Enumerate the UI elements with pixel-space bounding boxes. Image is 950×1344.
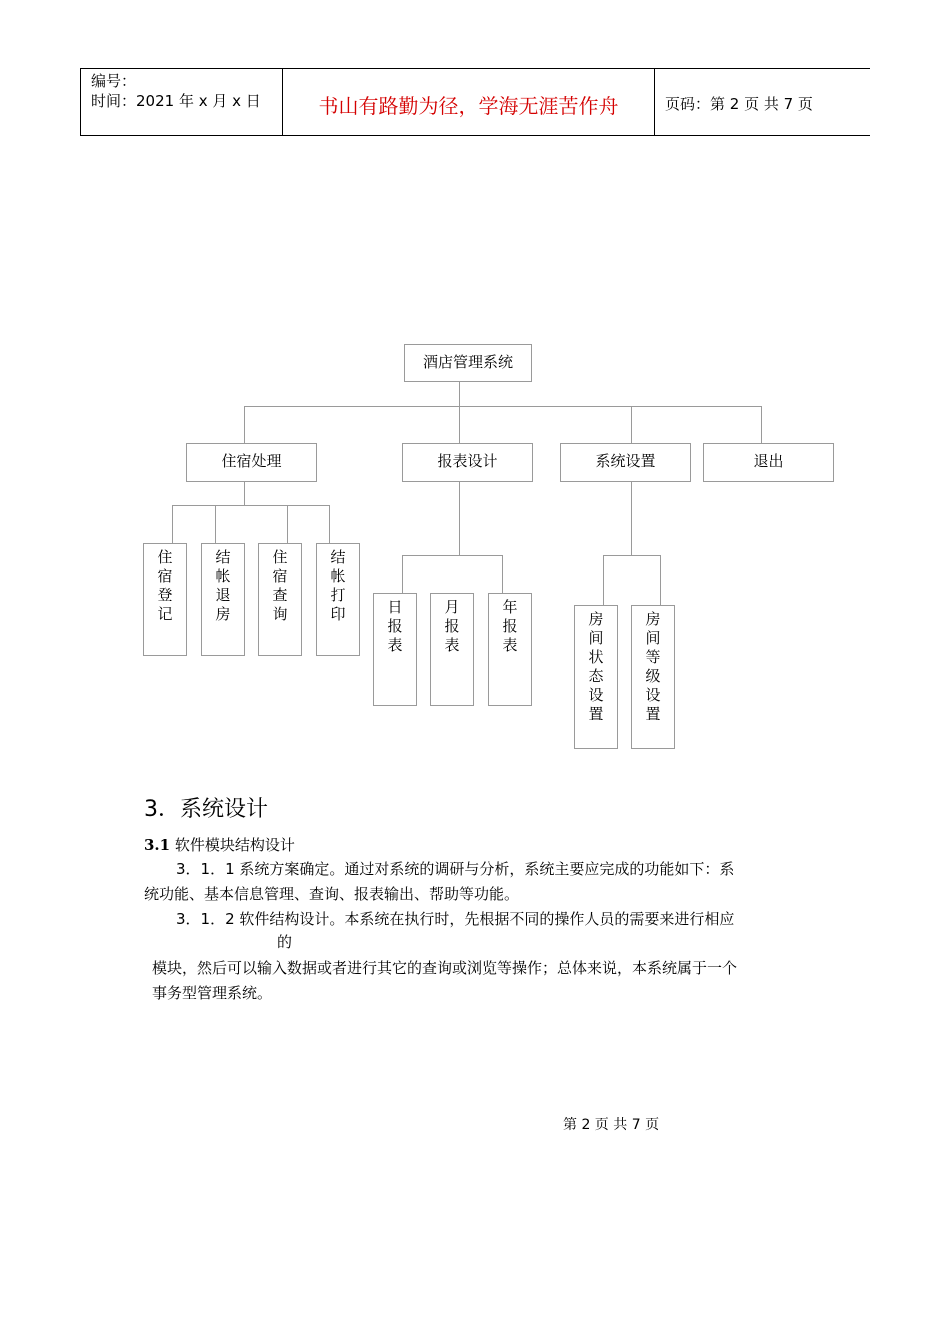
connector-line xyxy=(329,505,330,544)
node-exit: 退出 xyxy=(703,443,834,482)
node-label: 结帐退房 xyxy=(215,548,231,623)
subsection-number: 3.1 xyxy=(144,836,171,854)
connector-line xyxy=(244,406,245,444)
page-number: 页码：第 2 页 共 7 页 xyxy=(665,95,813,113)
connector-line xyxy=(459,381,460,407)
connector-line xyxy=(244,406,762,407)
header-table xyxy=(80,68,870,136)
node-report: 报表设计 xyxy=(402,443,533,482)
section-heading: 3．系统设计 xyxy=(144,797,268,822)
node-daily-report xyxy=(373,593,417,706)
connector-line xyxy=(172,505,173,544)
header-right-cell xyxy=(655,69,871,135)
connector-line xyxy=(761,406,762,444)
connector-line xyxy=(459,406,460,444)
connector-line xyxy=(631,481,632,556)
paragraph-2-line-1b: 的 xyxy=(277,933,293,951)
node-label: 住宿登记 xyxy=(157,548,173,623)
node-checkin xyxy=(143,543,187,656)
motto: 书山有路勤为径，学海无涯苦作舟 xyxy=(318,94,619,118)
page-footer: 第 2 页 共 7 页 xyxy=(563,1117,660,1133)
document-number: 编号： xyxy=(91,72,137,90)
paragraph-1-line-2: 统功能、基本信息管理、查询、报表输出、帮助等功能。 xyxy=(144,885,520,903)
paragraph-2-line-3: 事务型管理系统。 xyxy=(152,984,273,1002)
node-monthly-report xyxy=(430,593,474,706)
connector-line xyxy=(244,481,245,506)
subsection-title: 软件模块结构设计 xyxy=(174,836,295,854)
paragraph-2-line-2: 模块，然后可以输入数据或者进行其它的查询或浏览等操作；总体来说，本系统属于一个 xyxy=(152,959,738,977)
paragraph-2-line-1: 3．1．2 软件结构设计。本系统在执行时，先根据不同的操作人员的需要来进行相应 xyxy=(176,910,735,928)
connector-line xyxy=(502,555,503,594)
node-label: 住宿查询 xyxy=(272,548,288,623)
node-lodging: 住宿处理 xyxy=(186,443,317,482)
node-label: 年报表 xyxy=(502,598,518,654)
node-label: 日报表 xyxy=(387,598,403,654)
connector-line xyxy=(287,505,288,544)
paragraph-1-line-1: 3．1．1 系统方案确定。通过对系统的调研与分析，系统主要应完成的功能如下：系 xyxy=(176,860,735,878)
node-label: 月报表 xyxy=(444,598,460,654)
header-left-cell xyxy=(81,69,283,135)
connector-line xyxy=(660,555,661,606)
connector-line xyxy=(215,505,216,544)
subsection-heading xyxy=(144,834,295,855)
node-bill-print xyxy=(316,543,360,656)
node-settings: 系统设置 xyxy=(560,443,691,482)
connector-line xyxy=(603,555,604,606)
node-root: 酒店管理系统 xyxy=(404,344,532,382)
connector-line xyxy=(402,555,503,556)
node-label: 结帐打印 xyxy=(330,548,346,623)
node-yearly-report xyxy=(488,593,532,706)
document-time: 时间：2021 年 x 月 x 日 xyxy=(91,92,261,110)
connector-line xyxy=(603,555,660,556)
node-lodging-query xyxy=(258,543,302,656)
node-checkout xyxy=(201,543,245,656)
node-room-grade xyxy=(631,605,675,749)
header-center-cell xyxy=(283,69,655,135)
connector-line xyxy=(402,555,403,594)
connector-line xyxy=(631,406,632,444)
node-label: 房间等级设置 xyxy=(645,610,661,723)
connector-line xyxy=(172,505,330,506)
node-room-status xyxy=(574,605,618,749)
connector-line xyxy=(459,481,460,556)
node-label: 房间状态设置 xyxy=(588,610,604,723)
